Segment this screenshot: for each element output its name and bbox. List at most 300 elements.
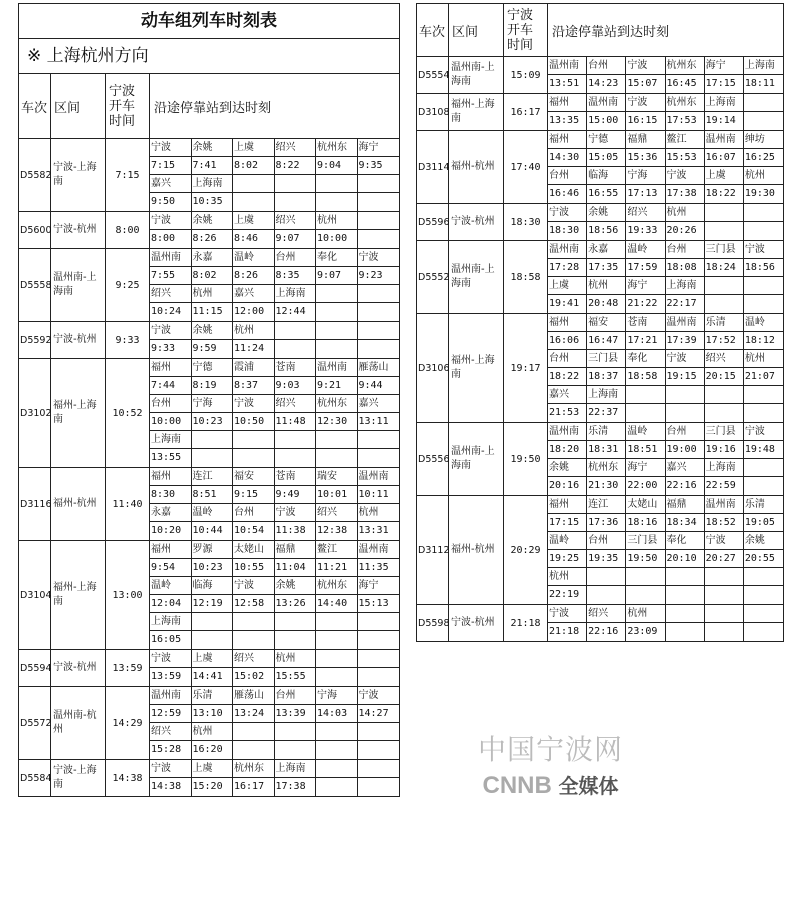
stop-time: 21:22 xyxy=(626,295,665,313)
stop-time: 15:36 xyxy=(626,149,665,167)
stop-station: 杭州 xyxy=(358,504,400,522)
train-number: D3102 xyxy=(19,359,51,467)
stop-station: 上海南 xyxy=(275,760,317,778)
stop-time: 13:24 xyxy=(233,705,275,723)
stop-station: 上海南 xyxy=(744,57,783,75)
stop-station xyxy=(358,723,400,741)
stop-station: 宁波 xyxy=(150,322,192,340)
train-number: D5572 xyxy=(19,687,51,759)
stop-time: 10:24 xyxy=(150,303,192,321)
departure-time: 18:58 xyxy=(504,241,548,313)
stop-station: 杭州东 xyxy=(666,57,705,75)
stop-station: 三门县 xyxy=(705,241,744,259)
stop-time: 17:59 xyxy=(626,259,665,277)
table-row xyxy=(19,760,399,796)
stop-station: 杭州东 xyxy=(233,760,275,778)
stop-time: 11:35 xyxy=(358,559,400,577)
stop-station: 温岭 xyxy=(626,241,665,259)
stop-station: 霞浦 xyxy=(233,359,275,377)
stop-time xyxy=(358,631,400,649)
stop-station: 温州南 xyxy=(150,249,192,267)
table-header xyxy=(417,4,783,57)
stop-time: 10:54 xyxy=(233,522,275,540)
stop-time: 21:18 xyxy=(548,623,587,641)
stop-time: 7:44 xyxy=(150,377,192,395)
stop-station: 上虞 xyxy=(233,212,275,230)
stop-time xyxy=(233,193,275,211)
stop-time: 8:02 xyxy=(192,267,234,285)
stop-station xyxy=(705,204,744,222)
stop-time: 15:02 xyxy=(233,668,275,686)
stop-time: 20:16 xyxy=(548,477,587,495)
stop-time: 7:55 xyxy=(150,267,192,285)
table-row xyxy=(417,57,783,94)
departure-time: 17:40 xyxy=(504,131,548,203)
stop-time: 18:20 xyxy=(548,441,587,459)
stop-station: 太姥山 xyxy=(626,496,665,514)
stop-station: 临海 xyxy=(587,167,626,185)
stop-station: 永嘉 xyxy=(587,241,626,259)
stop-time: 19:05 xyxy=(744,514,783,532)
stop-station: 宁波 xyxy=(626,57,665,75)
stop-time xyxy=(192,631,234,649)
stop-time: 14:38 xyxy=(150,778,192,796)
train-number: D3116 xyxy=(19,468,51,540)
stop-time: 18:30 xyxy=(548,222,587,240)
stop-time: 15:05 xyxy=(587,149,626,167)
stop-time: 11:15 xyxy=(192,303,234,321)
stop-time: 10:20 xyxy=(150,522,192,540)
stop-station: 雁荡山 xyxy=(358,359,400,377)
stop-time: 14:27 xyxy=(358,705,400,723)
stop-station: 宁海 xyxy=(626,167,665,185)
stop-station: 奉化 xyxy=(316,249,358,267)
train-route: 福州-上海南 xyxy=(449,94,504,130)
stop-grid xyxy=(548,94,783,130)
train-route: 宁波-上海南 xyxy=(51,139,106,211)
stop-station: 绍兴 xyxy=(275,139,317,157)
stop-station: 温州南 xyxy=(358,468,400,486)
stop-time: 15:07 xyxy=(626,75,665,93)
stop-station: 温州南 xyxy=(316,359,358,377)
stop-time: 17:21 xyxy=(626,332,665,350)
stop-time: 19:35 xyxy=(587,550,626,568)
header-route: 区间 xyxy=(51,74,106,138)
stop-station: 福州 xyxy=(548,314,587,332)
stop-station xyxy=(316,650,358,668)
stop-time xyxy=(587,586,626,604)
departure-time: 9:25 xyxy=(106,249,150,321)
stop-time xyxy=(666,586,705,604)
stop-time: 14:23 xyxy=(587,75,626,93)
stop-time: 8:30 xyxy=(150,486,192,504)
stop-time: 21:07 xyxy=(744,368,783,386)
stop-station: 余姚 xyxy=(744,532,783,550)
stop-time xyxy=(316,631,358,649)
stop-time: 8:37 xyxy=(233,377,275,395)
train-number: D5584 xyxy=(19,760,51,796)
stop-station: 苍南 xyxy=(275,468,317,486)
stop-station: 绍兴 xyxy=(275,212,317,230)
stop-time xyxy=(744,112,783,130)
stop-time: 12:44 xyxy=(275,303,317,321)
table-row xyxy=(417,423,783,496)
stop-station: 福州 xyxy=(150,359,192,377)
stop-station: 台州 xyxy=(587,57,626,75)
stop-station: 福安 xyxy=(587,314,626,332)
stop-time xyxy=(358,778,400,796)
stop-station: 海宁 xyxy=(626,277,665,295)
train-number: D5594 xyxy=(19,650,51,686)
table-row xyxy=(19,212,399,249)
stop-station: 雁荡山 xyxy=(233,687,275,705)
stop-station: 温岭 xyxy=(626,423,665,441)
stop-time: 16:07 xyxy=(705,149,744,167)
stop-station xyxy=(744,277,783,295)
stop-station: 三门县 xyxy=(705,423,744,441)
header-stops: 沿途停靠站到达时刻 xyxy=(552,24,670,40)
departure-time: 14:38 xyxy=(106,760,150,796)
stop-time: 10:55 xyxy=(233,559,275,577)
stop-station: 温岭 xyxy=(192,504,234,522)
stop-time: 10:00 xyxy=(150,413,192,431)
table-row xyxy=(19,687,399,760)
stop-station xyxy=(358,285,400,303)
stop-time: 16:06 xyxy=(548,332,587,350)
stop-time: 8:26 xyxy=(192,230,234,248)
stop-time xyxy=(744,477,783,495)
stop-time: 20:26 xyxy=(666,222,705,240)
stop-time: 9:54 xyxy=(150,559,192,577)
stop-station: 乐清 xyxy=(744,496,783,514)
stop-station: 太姥山 xyxy=(233,541,275,559)
stop-station xyxy=(233,723,275,741)
stop-time: 8:22 xyxy=(275,157,317,175)
stop-time: 9:35 xyxy=(358,157,400,175)
train-number: D5600 xyxy=(19,212,51,248)
stop-time: 22:16 xyxy=(587,623,626,641)
stop-grid xyxy=(150,541,399,649)
stop-grid xyxy=(150,139,399,211)
stop-station: 温州南 xyxy=(150,687,192,705)
stop-station: 余姚 xyxy=(587,204,626,222)
stop-time: 19:33 xyxy=(626,222,665,240)
stop-time: 10:50 xyxy=(233,413,275,431)
stop-time: 11:21 xyxy=(316,559,358,577)
stop-station: 宁波 xyxy=(358,687,400,705)
stop-station: 宁波 xyxy=(548,605,587,623)
stop-station: 福鼎 xyxy=(666,496,705,514)
stop-station: 宁德 xyxy=(587,131,626,149)
train-route: 温州南-杭州 xyxy=(51,687,106,759)
watermark-brand-cn: 全媒体 xyxy=(558,776,619,798)
stop-time: 12:59 xyxy=(150,705,192,723)
departure-time: 7:15 xyxy=(106,139,150,211)
stop-station: 上海南 xyxy=(192,175,234,193)
stop-time: 22:16 xyxy=(666,477,705,495)
stop-station: 上虞 xyxy=(548,277,587,295)
stop-time xyxy=(705,623,744,641)
stop-time xyxy=(705,586,744,604)
departure-time: 15:09 xyxy=(504,57,548,93)
timetable-left-panel xyxy=(18,3,400,797)
stop-station: 苍南 xyxy=(626,314,665,332)
stop-station xyxy=(587,568,626,586)
stop-time: 18:34 xyxy=(666,514,705,532)
stop-time: 13:11 xyxy=(358,413,400,431)
stop-station: 温州南 xyxy=(587,94,626,112)
stop-time: 11:04 xyxy=(275,559,317,577)
stop-time: 15:55 xyxy=(275,668,317,686)
stop-station: 上海南 xyxy=(666,277,705,295)
stop-time: 14:03 xyxy=(316,705,358,723)
stop-station xyxy=(316,723,358,741)
stop-station: 杭州东 xyxy=(666,94,705,112)
stop-time: 18:22 xyxy=(548,368,587,386)
stop-station: 上海南 xyxy=(705,459,744,477)
stop-station xyxy=(705,277,744,295)
stop-grid xyxy=(548,423,783,495)
stop-grid xyxy=(150,359,399,467)
stop-time: 19:48 xyxy=(744,441,783,459)
stop-time: 17:39 xyxy=(666,332,705,350)
stop-station xyxy=(705,386,744,404)
train-route: 福州-上海南 xyxy=(51,359,106,467)
direction-label: ※ 上海杭州方向 xyxy=(19,39,399,74)
table-row xyxy=(19,322,399,359)
stop-station: 宁波 xyxy=(705,532,744,550)
stop-time: 8:51 xyxy=(192,486,234,504)
stop-time: 13:10 xyxy=(192,705,234,723)
header-departure: 宁波开车时间 xyxy=(504,4,548,56)
stop-time: 21:53 xyxy=(548,404,587,422)
train-number: D3108 xyxy=(417,94,449,130)
stop-time: 19:00 xyxy=(666,441,705,459)
stop-time xyxy=(316,778,358,796)
stop-station xyxy=(275,613,317,631)
table-header xyxy=(19,74,399,139)
stop-station: 余姚 xyxy=(192,212,234,230)
stop-time: 9:03 xyxy=(275,377,317,395)
stop-time xyxy=(275,449,317,467)
stop-station: 永嘉 xyxy=(150,504,192,522)
stop-station: 福州 xyxy=(548,94,587,112)
watermark-brand-latin: CNNB xyxy=(482,772,552,799)
stop-station: 绍兴 xyxy=(150,723,192,741)
stop-station xyxy=(316,613,358,631)
table-row xyxy=(417,496,783,605)
stop-station: 杭州 xyxy=(744,167,783,185)
stop-station xyxy=(233,431,275,449)
stop-time: 17:13 xyxy=(626,185,665,203)
stop-time: 9:23 xyxy=(358,267,400,285)
stop-station: 宁波 xyxy=(626,94,665,112)
stop-time: 20:27 xyxy=(705,550,744,568)
stop-station: 杭州 xyxy=(626,605,665,623)
stop-time xyxy=(316,303,358,321)
stop-time: 9:21 xyxy=(316,377,358,395)
stop-grid xyxy=(150,650,399,686)
stop-station: 温岭 xyxy=(744,314,783,332)
stop-station xyxy=(358,760,400,778)
stop-station: 三门县 xyxy=(626,532,665,550)
stop-station: 宁波 xyxy=(150,139,192,157)
train-number: D5556 xyxy=(417,423,449,495)
stop-station: 宁海 xyxy=(316,687,358,705)
table-row xyxy=(417,605,783,641)
stop-station xyxy=(666,568,705,586)
stop-time: 13:31 xyxy=(358,525,389,536)
stop-time: 19:15 xyxy=(666,368,705,386)
header-train: 车次 xyxy=(19,74,51,138)
watermark-text: 中国宁波网 xyxy=(478,733,624,766)
stop-time: 12:38 xyxy=(316,522,358,540)
stop-station xyxy=(316,760,358,778)
stop-station xyxy=(666,605,705,623)
stop-station xyxy=(626,386,665,404)
stop-station xyxy=(316,175,358,193)
stop-station: 鳌江 xyxy=(666,131,705,149)
stop-time: 19:30 xyxy=(744,188,775,199)
timetable-body-left xyxy=(19,139,399,796)
stop-station: 杭州 xyxy=(587,277,626,295)
stop-time: 15:20 xyxy=(192,778,234,796)
stop-station xyxy=(744,605,783,623)
stop-station xyxy=(358,431,400,449)
stop-station: 连江 xyxy=(192,468,234,486)
stop-station xyxy=(192,613,234,631)
stop-time: 9:07 xyxy=(275,230,317,248)
stop-station: 杭州 xyxy=(744,350,783,368)
stop-station xyxy=(275,322,317,340)
train-route: 温州南-上海南 xyxy=(449,241,504,313)
stop-station: 福州 xyxy=(150,541,192,559)
stop-time: 17:38 xyxy=(275,778,317,796)
stop-station: 杭州东 xyxy=(316,395,358,413)
departure-time: 13:59 xyxy=(106,650,150,686)
stop-time: 7:15 xyxy=(150,157,192,175)
stop-time: 8:02 xyxy=(233,157,275,175)
stop-time: 10:35 xyxy=(192,193,234,211)
stop-station: 绍兴 xyxy=(233,650,275,668)
stop-time: 8:19 xyxy=(192,377,234,395)
stop-time: 9:50 xyxy=(150,193,192,211)
stop-time: 18:12 xyxy=(744,332,783,350)
table-row xyxy=(417,204,783,241)
stop-station xyxy=(358,322,400,340)
stop-time: 18:11 xyxy=(744,78,775,89)
page-title: 动车组列车时刻表 xyxy=(19,4,399,39)
stop-time: 17:15 xyxy=(548,514,587,532)
stop-station: 上海南 xyxy=(587,386,626,404)
stop-time: 20:48 xyxy=(587,295,626,313)
stop-station: 罗源 xyxy=(192,541,234,559)
train-number: D5554 xyxy=(417,57,449,93)
departure-time: 11:40 xyxy=(106,468,150,540)
train-number: D3106 xyxy=(417,314,449,422)
stop-station: 海宁 xyxy=(626,459,665,477)
stop-time xyxy=(358,193,400,211)
stop-time xyxy=(316,449,358,467)
stop-station: 余姚 xyxy=(192,322,234,340)
stop-station: 台州 xyxy=(150,395,192,413)
departure-time: 14:29 xyxy=(106,687,150,759)
stop-station: 绍兴 xyxy=(316,504,358,522)
stop-time: 19:50 xyxy=(626,550,665,568)
departure-time: 8:00 xyxy=(106,212,150,248)
stop-station: 杭州 xyxy=(666,204,705,222)
stop-station: 上虞 xyxy=(233,139,275,157)
table-row xyxy=(19,541,399,650)
stop-grid xyxy=(150,322,399,358)
stop-station: 宁海 xyxy=(192,395,234,413)
stop-station: 福州 xyxy=(150,468,192,486)
stop-station xyxy=(358,613,400,631)
stop-station: 绍兴 xyxy=(275,395,317,413)
train-route: 宁波-杭州 xyxy=(51,322,106,358)
stop-time xyxy=(358,449,400,467)
stop-station: 杭州 xyxy=(275,650,317,668)
departure-time: 18:30 xyxy=(504,204,548,240)
stop-time: 15:53 xyxy=(666,149,705,167)
stop-time: 17:35 xyxy=(587,259,626,277)
stop-time xyxy=(233,449,275,467)
stop-station xyxy=(316,285,358,303)
departure-time: 21:18 xyxy=(504,605,548,641)
stop-station: 海宁 xyxy=(705,57,744,75)
stop-station: 温州南 xyxy=(358,541,400,559)
stop-station: 福州 xyxy=(548,496,587,514)
stop-station: 上虞 xyxy=(705,167,744,185)
stop-station: 温州南 xyxy=(548,423,587,441)
stop-station: 嘉兴 xyxy=(358,395,400,413)
stop-time: 10:44 xyxy=(192,522,234,540)
stop-station: 连江 xyxy=(587,496,626,514)
stop-time xyxy=(316,668,358,686)
stop-station: 宁波 xyxy=(275,504,317,522)
stop-station: 宁波 xyxy=(233,395,275,413)
stop-time: 7:41 xyxy=(192,157,234,175)
header-departure: 宁波开车时间 xyxy=(106,74,150,138)
stop-station xyxy=(744,459,783,477)
stop-time: 19:25 xyxy=(548,550,587,568)
stop-time: 20:55 xyxy=(744,550,783,568)
stop-time: 16:55 xyxy=(587,185,626,203)
stop-station: 温州南 xyxy=(666,314,705,332)
stop-station: 嘉兴 xyxy=(666,459,705,477)
stop-time: 18:52 xyxy=(705,514,744,532)
stop-station: 上海南 xyxy=(150,431,192,449)
stop-time: 18:56 xyxy=(744,259,783,277)
stop-station: 上虞 xyxy=(192,760,234,778)
table-row xyxy=(417,94,783,131)
stop-time: 9:59 xyxy=(192,340,234,358)
stop-time: 16:46 xyxy=(548,185,587,203)
stop-time: 18:24 xyxy=(705,259,744,277)
stop-station: 杭州 xyxy=(316,212,358,230)
stop-time xyxy=(316,741,358,759)
stop-time xyxy=(358,340,400,358)
stop-station: 宁波 xyxy=(150,212,192,230)
stop-station: 宁波 xyxy=(233,577,275,595)
stop-station xyxy=(316,431,358,449)
stop-time: 19:41 xyxy=(548,295,587,313)
stop-station: 福安 xyxy=(233,468,275,486)
stop-station xyxy=(705,568,744,586)
stop-time: 22:19 xyxy=(548,586,587,604)
stop-station: 台州 xyxy=(548,350,587,368)
stop-station: 临海 xyxy=(192,577,234,595)
